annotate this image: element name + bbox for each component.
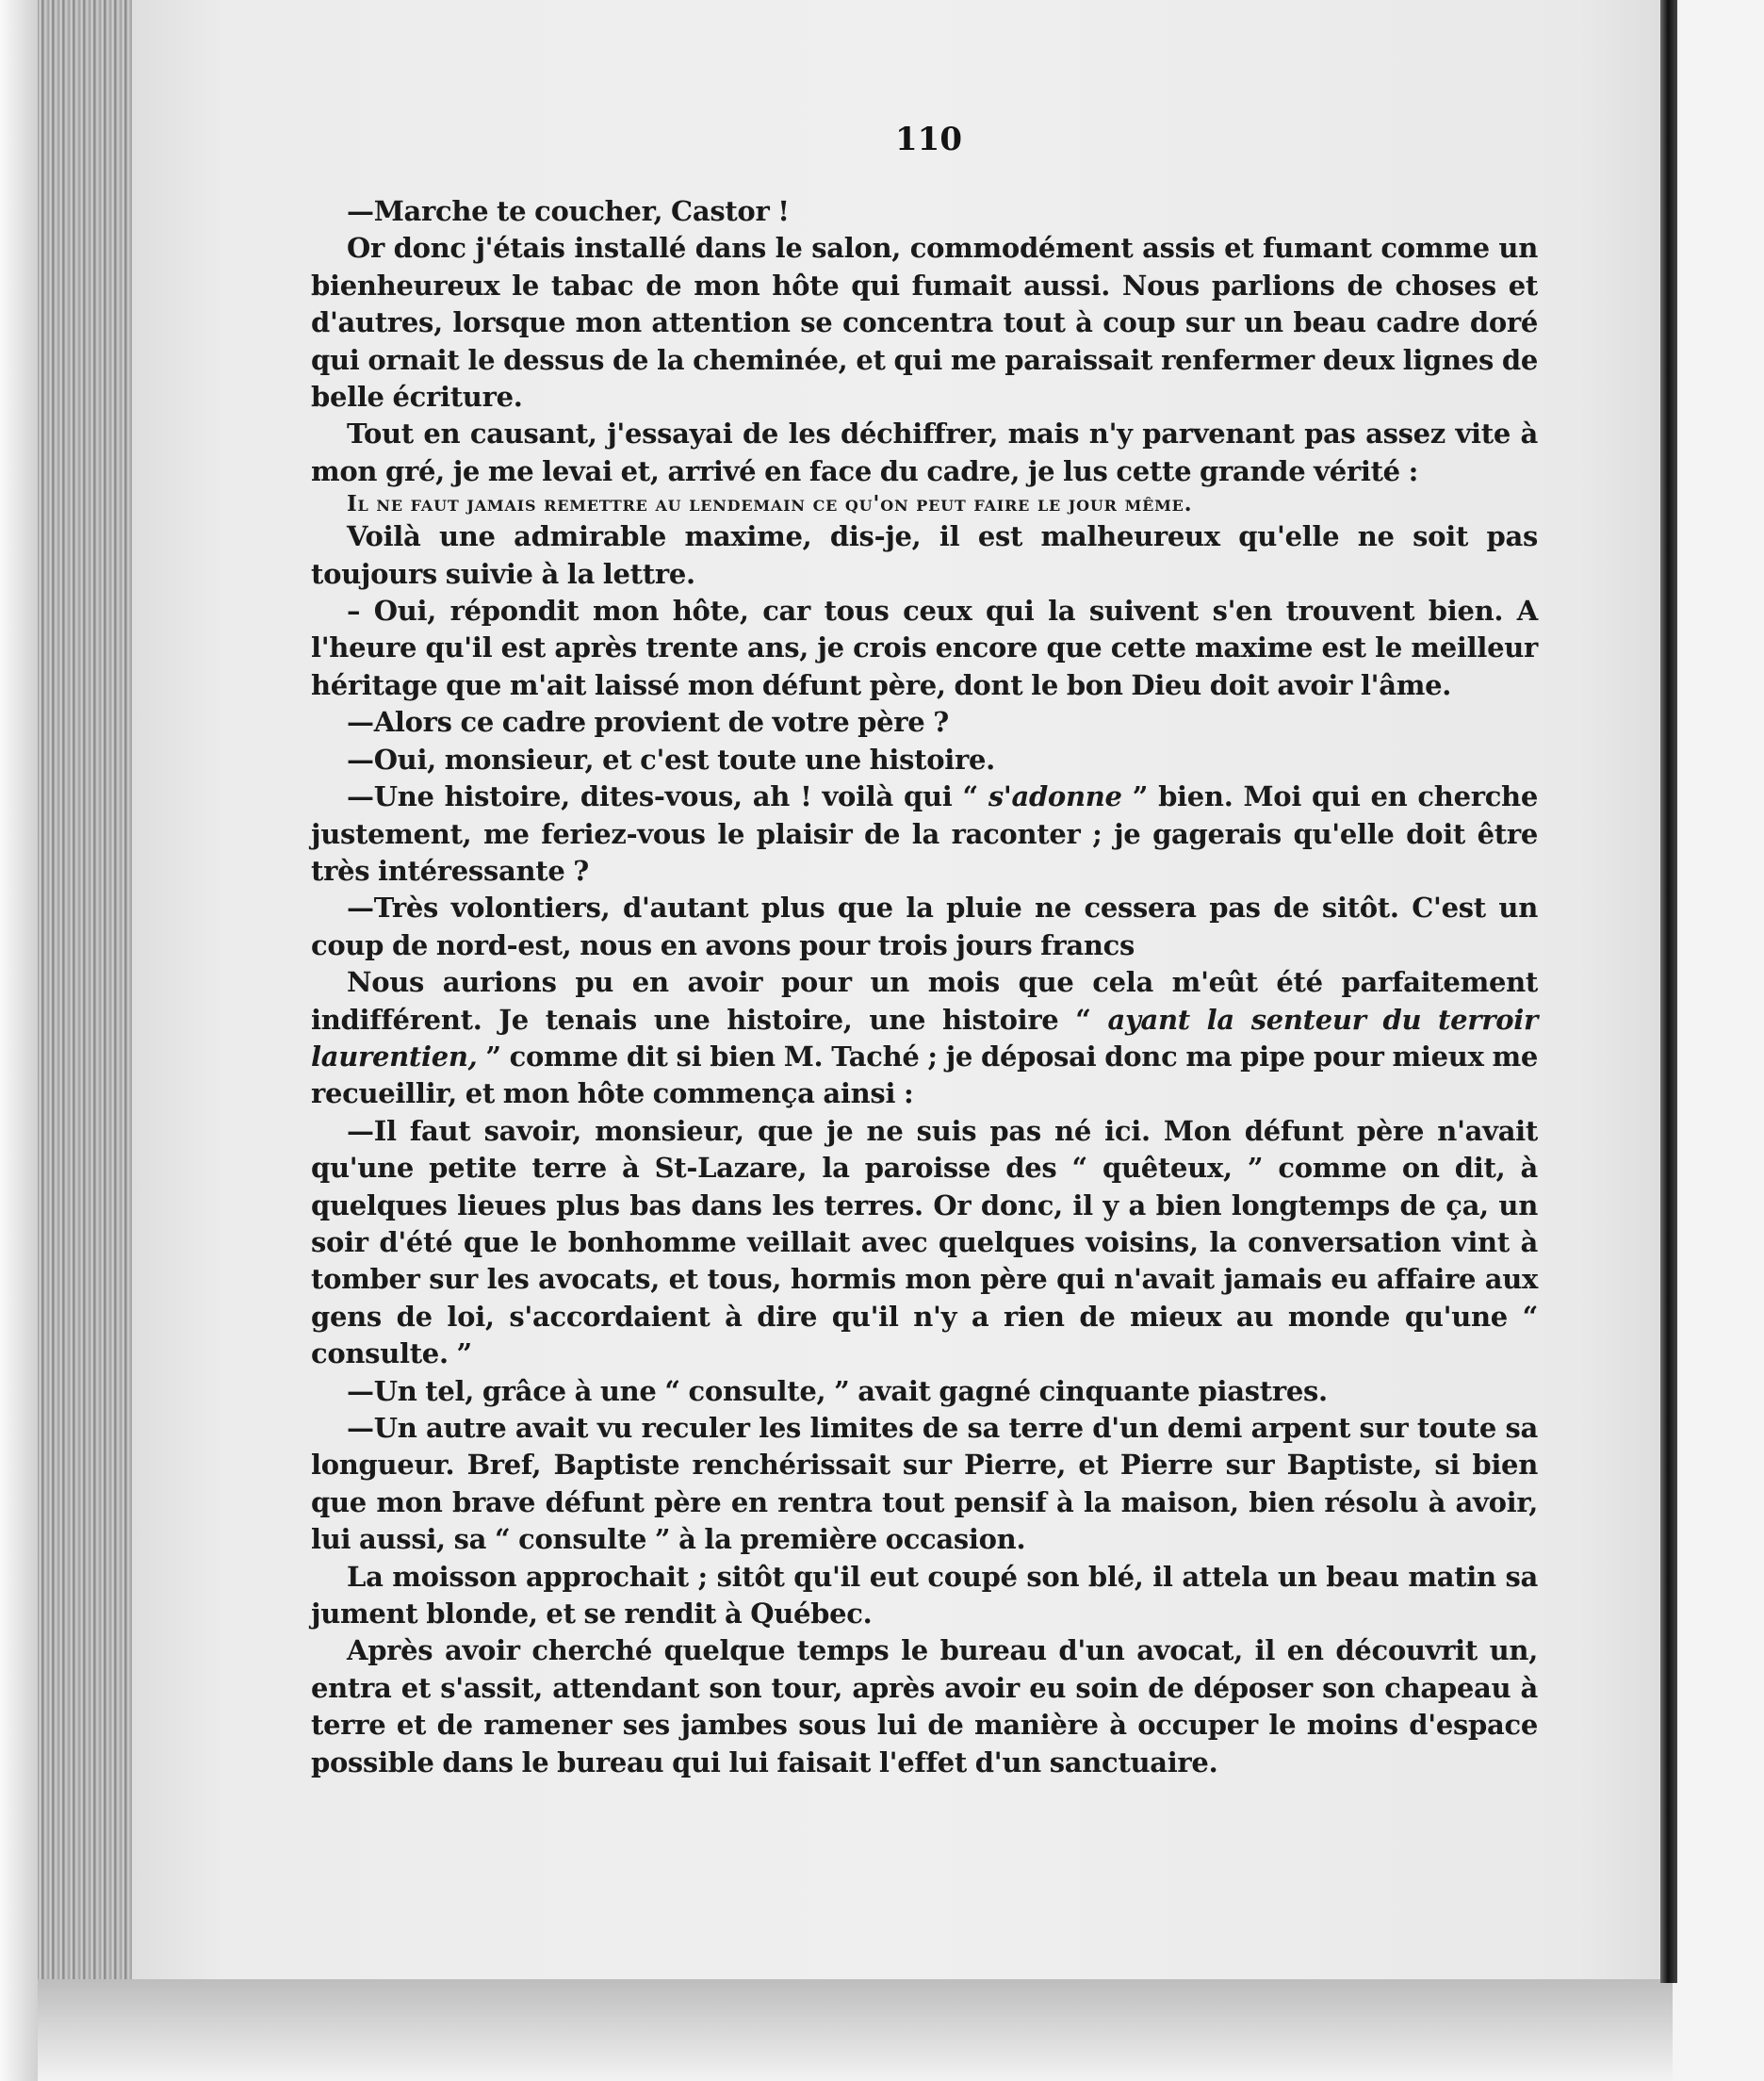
paragraph: – Oui, répondit mon hôte, car tous ceux qui la suivent s'en trouvent bien. A l'heure qu'il est après trente ans, je crois encore que cette maxime est le meilleur héritage que m'ait laissé mon défunt père, dont le bon Dieu doit avoir l'âme. <box>311 595 1538 701</box>
paragraph: —Oui, monsieur, et c'est toute une histoire. <box>347 743 995 776</box>
paragraph: —Il faut savoir, monsieur, que je ne suis pas né ici. Mon défunt père n'avait qu'une petite terre à St-Lazare, la paroisse des “ quêteux, ” comme on dit, à quelques lieues plus bas dans les terres. Or donc, il y a bien longtemps de ça, un soir d'été que le bonhomme veillait avec quelques voisins, la conversation vint à tomber sur les avocats, et tous, hormis mon père qui n'avait jamais eu affaire aux gens de loi, s'accordaient à dire qu'il n'y a rien de mieux au monde qu'une “ consulte. ” <box>311 1114 1538 1370</box>
paragraph: —Alors ce cadre provient de votre père ? <box>347 706 949 739</box>
paragraph: —Très volontiers, d'autant plus que la pluie ne cessera pas de sitôt. C'est un coup de nord-est, nous en avons pour trois jours francs <box>311 892 1538 961</box>
italic-quote: ayant la senteur du terroir laurentien, <box>311 1003 1538 1073</box>
page-body-text <box>311 193 1538 1781</box>
paragraph: La moisson approchait ; sitôt qu'il eut coupé son blé, il attela un beau matin sa jument blonde, et se rendit à Québec. <box>311 1560 1538 1630</box>
text-run: ” bien. Moi qui en cherche justement, me feriez-vous le plaisir de la raconter ; je gagerais qu'elle doit être très intéressante ? <box>311 780 1538 887</box>
framed-maxim: Il ne faut jamais remettre au lendemain ce qu'on peut faire le jour même. <box>347 491 1193 517</box>
paragraph: Tout en causant, j'essayai de les déchiffrer, mais n'y parvenant pas assez vite à mon gré, je me levai et, arrivé en face du cadre, je lus cette grande vérité : <box>311 418 1538 487</box>
text-run: ” comme dit si bien M. Taché ; je déposai donc ma pipe pour mieux me recueillir, et mon hôte commença ainsi : <box>311 1040 1538 1110</box>
text-run: —Une histoire, dites-vous, ah ! voilà qui “ <box>347 780 988 813</box>
paragraph: Or donc j'étais installé dans le salon, commodément assis et fumant comme un bienheureux le tabac de mon hôte qui fumait aussi. Nous parlions de choses et d'autres, lorsque mon attention se concentra tout à coup sur un beau cadre doré qui ornait le dessus de la cheminée, et qui me paraissait renfermer deux lignes de belle écriture. <box>311 232 1538 414</box>
facing-page-strip <box>1673 0 1764 2081</box>
book-edge-shadow <box>0 0 38 2081</box>
paragraph: Voilà une admirable maxime, dis-je, il est malheureux qu'elle ne soit pas toujours suivie à la lettre. <box>311 520 1538 590</box>
paragraph: —Un autre avait vu reculer les limites de sa terre d'un demi arpent sur toute sa longueur. Bref, Baptiste renchérissait sur Pierre, et Pierre sur Baptiste, si bien que mon brave défunt père en rentra tout pensif à la maison, bien résolu à avoir, lui aussi, sa “ consulte ” à la première occasion. <box>311 1412 1538 1556</box>
paragraph-terroir <box>311 964 1538 1113</box>
page-bottom-shadow <box>38 1979 1677 2081</box>
paragraph: Après avoir cherché quelque temps le bureau d'un avocat, il en découvrit un, entra et s'assit, attendant son tour, après avoir eu soin de déposer son chapeau à terre et de ramener ses jambes sous lui de manière à occuper le moins d'espace possible dans le bureau qui lui faisait l'effet d'un sanctuaire. <box>311 1634 1538 1778</box>
italic-quote: s'adonne <box>988 780 1122 813</box>
paragraph: —Un tel, grâce à une “ consulte, ” avait gagné cinquante piastres. <box>347 1374 1328 1407</box>
stacked-page-edges <box>38 0 135 1979</box>
text-run: Nous aurions pu en avoir pour un mois que cela m'eût été parfaitement indifférent. Je tenais une histoire, une histoire “ <box>311 966 1538 1036</box>
paragraph: —Marche te coucher, Castor ! <box>347 195 790 227</box>
paragraph-histoire <box>311 778 1538 890</box>
page-number: 110 <box>895 121 962 158</box>
book-spine-gutter <box>1660 0 1677 1983</box>
